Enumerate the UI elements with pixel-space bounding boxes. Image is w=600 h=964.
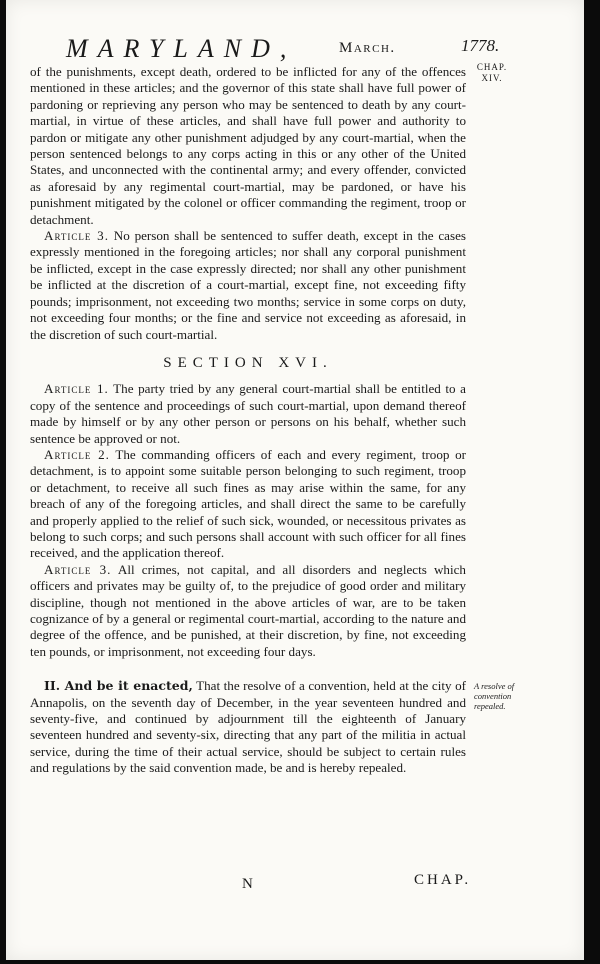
article-text: The party tried by any general court-martial shall be entitled to a copy of the sentence and proceedings of such court-martial, upon demand thereof made by himself or by any other person or persons on his behalf, whether such sentence be approved or not. xyxy=(30,381,466,446)
article-label: Article 3. xyxy=(44,561,112,577)
document-page xyxy=(6,0,584,960)
paragraph-article-3 xyxy=(30,228,466,343)
running-head-title: MARYLAND, xyxy=(66,34,297,63)
running-head-month: March. xyxy=(339,40,396,56)
catchword: CHAP. xyxy=(414,872,472,888)
article-text: The commanding officers of each and every regiment, troop or detachment, is to appoint some suitable person belonging to such regiment, troop or detachment, to receive all such fines as may arise within the same, for any breach of any of the foregoing articles, and shall direct the same to be carefully and properly applied to the relief of such sick, wounded, or necessitous privates as belong to such corps; and such persons shall account with such officer for all fines received, and the application thereof. xyxy=(30,446,466,561)
article-label: Article 1. xyxy=(44,381,109,397)
margin-chapter-label xyxy=(471,62,513,84)
paragraph-article-1 xyxy=(30,381,466,447)
signature-mark: N xyxy=(242,876,253,892)
margin-chapter-number: XIV. xyxy=(481,73,503,83)
article-label: Article 3. xyxy=(44,228,110,244)
paragraph-enactment xyxy=(30,678,466,776)
margin-chapter-word: CHAP. xyxy=(476,62,508,72)
section-heading: SECTION XVI. xyxy=(163,354,333,371)
article-label: Article 2. xyxy=(44,446,110,462)
enactment-text: That the resolve of a convention, held at the city of Annapolis, on the seventh day of December, in the year seventeen hundred and seventy-five, and continued by adjournment till the eighteenth of January seventeen hundred and seventy-six, directing that any part of the militia in actual service, during the time of their actual service, should be subject to certain rules and regulations by the said convention made, be and is hereby repealed. xyxy=(30,678,466,776)
body-text xyxy=(30,64,466,777)
margin-note: A resolve of convention repealed. xyxy=(474,681,515,711)
article-text: No person shall be sentenced to suffer death, except in the cases expressly mentioned in the foregoing articles; nor shall any corporal punishment be inflicted, except in the case expressly directed; nor shall any other punishment be inflicted at the discretion of a court-martial, except fine, not exceeding fifty pounds; imprisonment, not exceeding two months; service in some corps on duty, not exceeding four months; or the fine and service not exceeding as aforesaid, in the discretion of such court-martial. xyxy=(30,228,466,342)
paragraph-article-2 xyxy=(30,447,466,562)
article-text: All crimes, not capital, and all disorders and neglects which officers and privates may be guilty of, to the prejudice of good order and military discipline, though not mentioned in the above articles of war, are to be taken cognizance of by a general or regimental court-martial, according to the nature and degree of the offence, and be punished, at their discretion, by fine, not exceeding ten pounds, or imprisonment, not exceeding four days. xyxy=(30,561,466,659)
enactment-label: II. And be it enacted, xyxy=(44,678,193,694)
running-head-year: 1778. xyxy=(461,36,500,55)
paragraph-article-3-section-xvi xyxy=(30,562,466,660)
paragraph-continuation: of the punishments, except death, ordered to be inflicted for any of the offences mentioned in these articles; and the governor of this state shall have full power of pardoning or reprieving any person who may be sentenced to death by any court-martial, in virtue of these articles, and shall have full power and authority to pardon or mitigate any other punishment adjudged by any court-martial, when the person sentenced belongs to any corps acting in this or any other of the United States, and unconnected with the continental army; and every offender, convicted as aforesaid by any regimental court-martial, may be pardoned, or have his punishment mitigated by the colonel or officer commanding the regiment, troop or detachment. xyxy=(30,64,466,227)
